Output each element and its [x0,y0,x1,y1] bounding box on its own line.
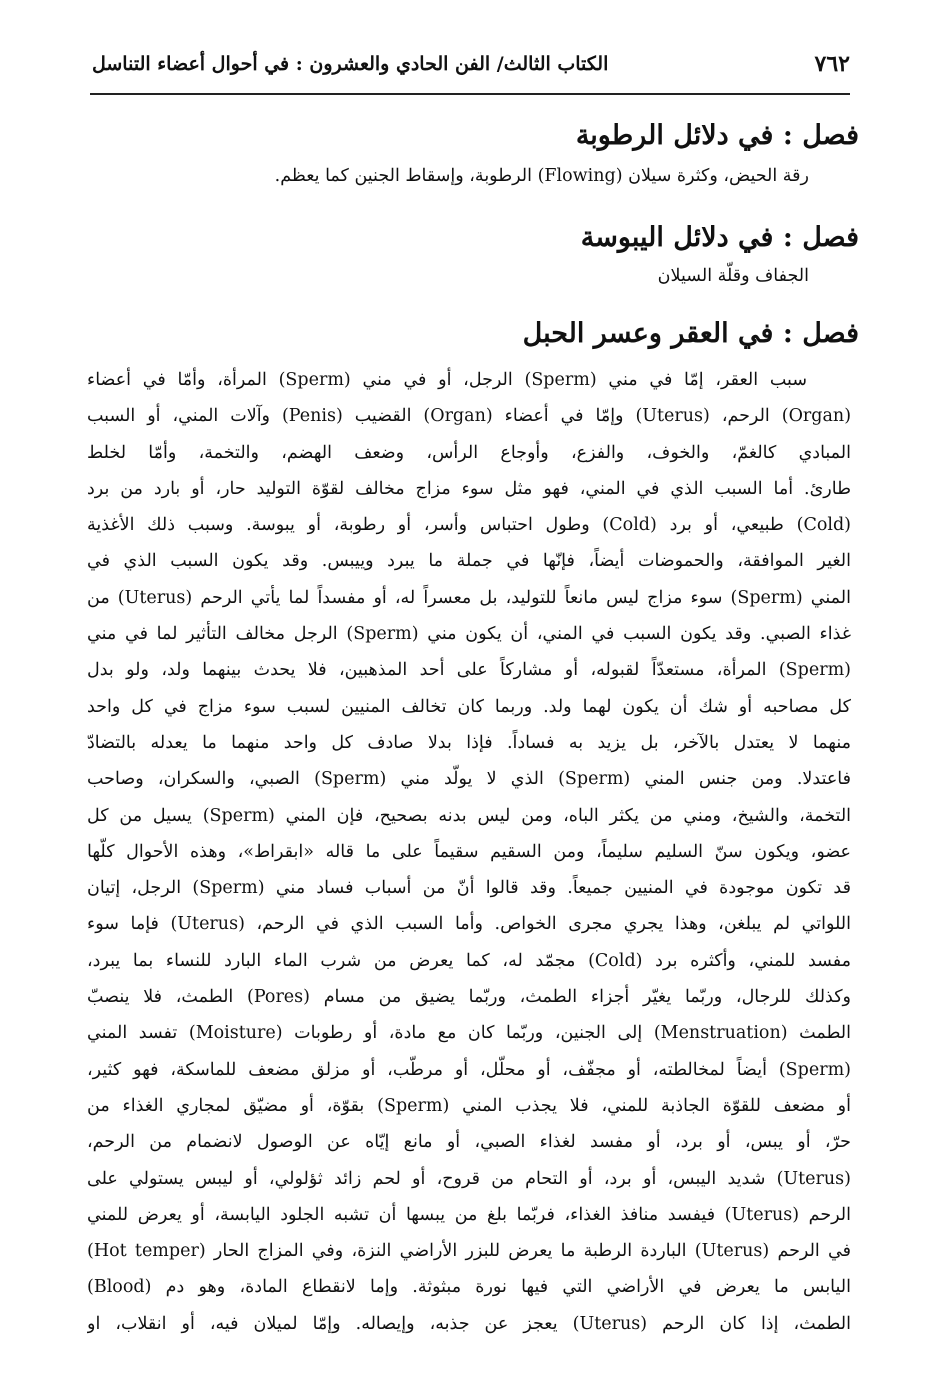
section-text-dryness: الجفاف وقلّة السيلان [657,266,809,286]
running-header [92,44,850,84]
body-line: الرحم (Uterus) فيفسد منافذ الغذاء، فربّما بلغ من يبسها أن تشبه الجلود اليابسة، أو يعرض للمني [87,1204,851,1225]
body-line: التخمة، والشيخ، ومني من يكثر الباه، ومن ليس بدنه بصحيح، فإن المني (Sperm) يسيل من كل [87,805,851,826]
body-line: (Organ) الرحم، (Uterus) وإمّا في أعضاء (Organ) القضيب (Penis) وآلات المني، أو السبب [87,406,851,427]
header-divider [90,93,850,95]
body-line: الغير الموافقة، والحموضات أيضاً، فإنّها في جملة ما يبرد وييبس. وقد يكون السبب الذي في [87,551,851,572]
body-line: مفسد للمني، وأكثره برد (Cold) مجمّد له، كما يعرض من شرب الماء البارد للنساء بما يبرد، [87,950,851,971]
section-body-infertility [87,362,851,1342]
body-line: الطمث (Menstruation) إلى الجنين، وربّما كان مع مادة، أو رطوبات (Moisture) تفسد المني [87,1023,851,1044]
body-line: قد تكون موجودة في المنيين جميعاً. وقد قالوا أنّ من أسباب فساد مني (Sperm) الرجل، إتيان [87,878,851,899]
body-line: عضو، ويكون سنّ السليم سليماً، ومن السقيم سقيماً على ما قاله «ابقراط»، وهذه الأحوال كلّها [87,841,851,862]
body-line: (Sperm) أيضاً لمخالطته، أو مجفّف، أو محلّل، أو مرطّب، أو مزلق مضعف للماسكة، فهو كثير، [87,1059,851,1080]
body-line: (Cold) طبيعي، أو برد (Cold) وطول احتباس وأسر، أو رطوبة، أو يبوسة. وسبب ذلك الأغذية [87,515,851,536]
body-line: سبب العقر، إمّا في مني (Sperm) الرجل، أو في مني (Sperm) المرأة، وأمّا في أعضاء [87,370,807,390]
body-line: المبادي كالغمّ، والخوف، والفزع، وأوجاع الرأس، وضعف الهضم، والتخمة، وأمّا لخلط [87,442,851,463]
body-line: أو مضعف للقوّة الجاذبة للمني، فلا يجذب المني (Sperm) بقوّة، أو مضيّق لمجاري الغذاء من [87,1095,851,1116]
body-line: اليابس ما يعرض في الأراضي التي فيها نورة مبثوثة. وإما لانقطاع المادة، وهو دم (Blood) [87,1277,851,1298]
body-line: (Uterus) شديد اليبس، أو برد، أو التحام من قروح، أو لحم زائد ثؤلولي، أو ليبس يستولي على [87,1168,851,1189]
body-line: (Sperm) المرأة، مستعدّاً لقبوله، أو مشاركاً على أحد المذهبين، فلا يحدث بينهما ولد، ولو بدل [87,660,851,681]
section-text-moisture: رقة الحيض، وكثرة سيلان (Flowing) الرطوبة، وإسقاط الجنين كما يعظم. [274,166,809,186]
header-title: الكتاب الثالث/ الفن الحادي والعشرون : في أحوال أعضاء التناسل [92,53,609,75]
body-line: المني (Sperm) سوء مزاج ليس مانعاً للتوليد، بل معسراً له، أو مفسداً لما يأتي الرحم (Uterus) من [87,587,851,608]
body-line: فاعتدلا. ومن جنس المني (Sperm) الذي لا يولّد مني (Sperm) الصبي، والسكران، وصاحب [87,769,851,790]
body-line: منهما لا يعتدل بالآخر، بل يزيد به فساداً. فإذا بدلا صادف كل واحد منهما ما يعدله بالتضادّ [87,732,851,753]
page-number: ٧٦٢ [814,51,850,77]
section-title-dryness: فصل : في دلائل اليبوسة [580,222,859,253]
body-line: كل مصاحبه أو شك أن يكون لهما ولد. وربما كان تخالف المنيين لسبب سوء مزاج في كل واحد [87,696,851,717]
body-line: حرّ، أو يبس، أو برد، أو مفسد لغذاء الصبي، أو مانع إيّاه عن الوصول لانضمام من الرحم، [87,1132,851,1153]
body-line: غذاء الصبي. وقد يكون السبب في المني، أن يكون مني (Sperm) الرجل مخالف التأثير لما في مني [87,624,851,645]
body-line: في الرحم (Uterus) الباردة الرطبة ما يعرض للبزر الأراضي النزة، وفي المزاج الحار (Hot temper) [87,1241,851,1262]
body-line: اللواتي لم يبلغن، وهذا يجري مجرى الخواص. وأما السبب الذي في الرحم، (Uterus) فإما سوء [87,914,851,935]
section-title-moisture: فصل : في دلائل الرطوبة [575,120,859,151]
body-line: الطمث، إذا كان الرحم (Uterus) يعجز عن جذبه، وإيصاله. وإمّا لميلان فيه، أو انقلاب، او [87,1313,851,1334]
body-line: وكذلك للرجال، وربّما يغيّر أجزاء الطمث، وربّما يضيق من مسام (Pores) الطمث، فلا ينصبّ [87,987,851,1008]
section-title-infertility: فصل : في العقر وعسر الحبل [522,318,859,349]
body-line: طارئ. أما السبب الذي في المني، فهو مثل سوء مزاج مخالف لقوّة التوليد حار، أو بارد من برد [87,478,851,499]
